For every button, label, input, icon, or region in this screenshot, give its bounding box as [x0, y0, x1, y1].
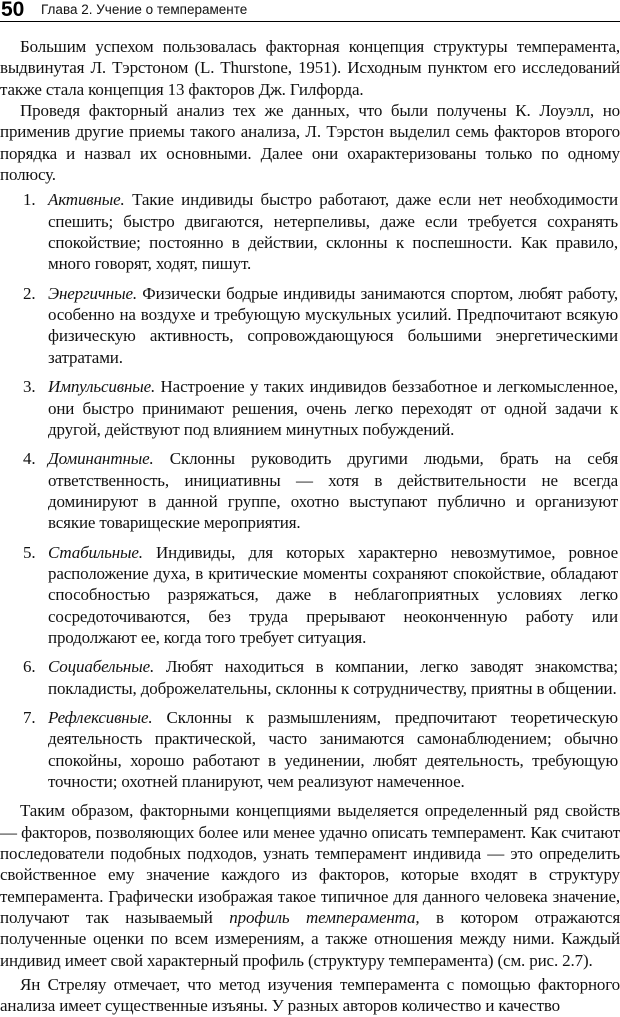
factor-description: Любят находиться в компании, легко заводят знакомства; покладисты, доброжелательны, склонны к сотрудничеству, приятны в общении. [48, 657, 618, 698]
factor-term: Стабильные. [48, 542, 143, 562]
factor-number: 3. [23, 377, 36, 397]
factor-description: Физически бодрые индивиды занимаются спортом, любят работу, особенно на воздухе и требующую мускульных усилий. Предпочитают всякую физическую активность, сопровождающуюся большими энергетическими затратами. [48, 283, 618, 367]
factor-description: Настроение у таких индивидов беззаботное и легкомысленное, они быстро принимают решения, очень легко переходят от одной задачи к другой, действуют под влиянием минутных побуждений. [48, 377, 618, 439]
conclusion-text-after: в котором отражаются полученные оценки по всем измерениям, а также отношения между ними. Каждый индивид имеет свой характерный профиль (структуру темперамента) (см. рис. 2.7). [0, 908, 620, 970]
factor-item-1 [0, 189, 620, 274]
factor-number: 5. [23, 542, 36, 562]
factor-item-5 [0, 542, 620, 649]
factor-number: 1. [23, 190, 36, 210]
factor-item-6 [0, 656, 620, 699]
factor-number: 2. [23, 283, 36, 303]
factor-description: Склонны руководить другими людьми, брать на себя ответственность, инициативны — хотя в действительности не всегда доминируют в данной группе, охотно выступают публично и организуют всякие товарищеские мероприятия. [48, 449, 618, 533]
factor-term: Импульсивные. [48, 377, 156, 397]
factor-description: Склонны к размышлениям, предпочитают теоретическую деятельность практической, часто занимаются самонаблюдением; обычно спокойны, хорошо работают в уединении, любят деятельность, требующую точности; охотней планируют, чем реализуют намеченное. [48, 707, 618, 791]
factor-item-3 [0, 376, 620, 440]
page-body [0, 36, 620, 1017]
paragraph-strelau: Ян Стреляу отмечает, что метод изучения темперамента с помощью факторного анализа имеет существенные изъяны. У разных авторов количество и качество [0, 975, 620, 1016]
header-rule [0, 21, 620, 22]
factor-term: Активные. [48, 190, 125, 210]
factor-number: 6. [23, 657, 36, 677]
factor-description: Индивиды, для которых характерно невозмутимое, ровное расположение духа, в критические моменты сохраняют спокойствие, обладают способностью разряжаться, даже в неблагоприятных условиях легко сосредоточиваются, без труда прерывают неоконченную работу или продолжают ее, когда того требует ситуация. [48, 542, 618, 647]
factor-item-2 [0, 283, 620, 368]
page-header [0, 0, 620, 22]
factor-term: Социабельные. [48, 657, 155, 677]
paragraph-conclusion [0, 800, 620, 971]
paragraph-factor-analysis: Проведя факторный анализ тех же данных, что были получены К. Лоуэлл, но применив другие приемы такого анализа, Л. Тэрстон выделил семь факторов второго порядка и назвал их основными. Далее они охарактеризованы только по одному полюсу. [0, 101, 620, 185]
factor-term: Рефлексивные. [48, 707, 153, 727]
page-number: 50 [1, 0, 25, 21]
temperament-profile-term: профиль темперамента, [229, 908, 420, 928]
factor-number: 7. [23, 707, 36, 727]
factor-number: 4. [23, 449, 36, 469]
factor-item-7 [0, 707, 620, 792]
factor-term: Энергичные. [48, 283, 137, 303]
factor-item-4 [0, 448, 620, 533]
factor-term: Доминантные. [48, 449, 154, 469]
paragraph-thurstone-intro: Большим успехом пользовалась факторная концепция структуры темперамента, выдвинутая Л. Тэрстоном (L. Thurstone, 1951). Исходным пунктом его исследований также стала концепция 13 факторов Дж. Гилфорда. [0, 37, 620, 99]
conclusion-text-before: Таким образом, факторными концепциями выделяется определенный ряд свойств — факторов, позволяющих более или менее удачно описать темперамент. Как считают последователи подобных подходов, узнать темперамент индивида — это определить свойственное ему значение каждого из факторов, которые входят в структуру темперамента. Графически изображая такое типичное для данного человека значение, получают так называемый [0, 801, 620, 928]
factor-description: Такие индивиды быстро работают, даже если нет необходимости спешить; быстро двигаются, нетерпеливы, даже если требуется сохранять спокойствие; постоянно в действии, склонны к поспешности. Как правило, много говорят, ходят, пишут. [48, 190, 618, 274]
chapter-title: Глава 2. Учение о темпераменте [41, 2, 248, 17]
